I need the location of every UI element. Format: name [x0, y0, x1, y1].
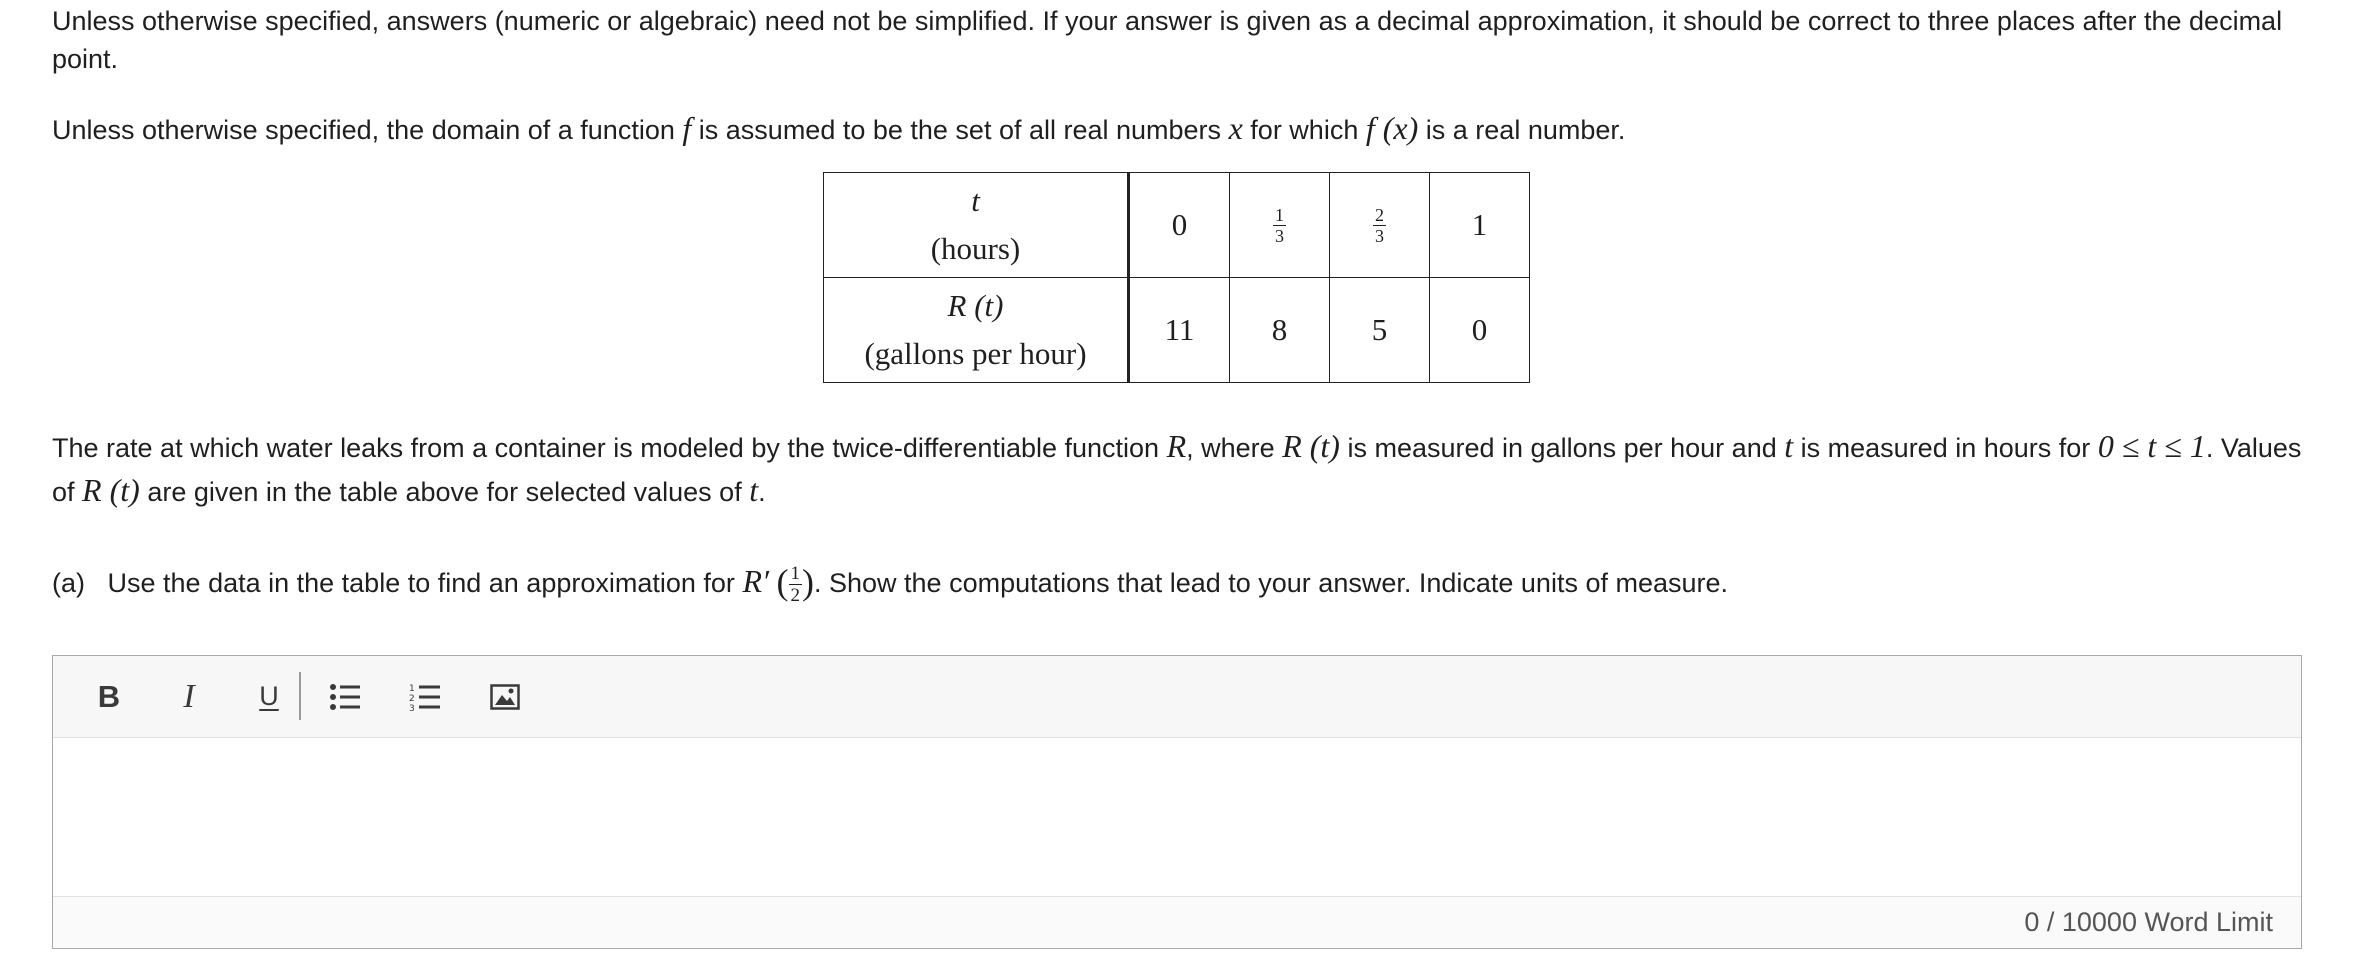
answer-textarea[interactable] — [53, 738, 2301, 898]
table-cell-r3: 0 — [1430, 278, 1530, 383]
svg-text:2: 2 — [409, 693, 415, 704]
table-header-r: R (t) (gallons per hour) — [824, 278, 1129, 383]
part-a-question: (a) Use the data in the table to find an approximation for R′ ( $\frac{1}{2}$ ). Show the computations that lead to your answer. Indicate units of measure. — [52, 562, 1729, 607]
table-header-t: t (hours) — [824, 173, 1129, 278]
table-row-r — [824, 278, 1530, 383]
insert-image-button[interactable] — [473, 656, 537, 737]
instructions-domain: Unless otherwise specified, the domain of a function f is assumed to be the set of all real numbers x for which f (x) is a real number. — [52, 110, 1626, 146]
italic-button[interactable]: I — [183, 677, 195, 715]
table-cell-t0: 0 — [1129, 173, 1230, 278]
math-half: $\frac{1}{2}$ — [790, 563, 800, 607]
bold-button[interactable]: B — [97, 678, 121, 714]
svg-text:3: 3 — [409, 703, 415, 712]
word-count: 0 / 10000 Word Limit — [2024, 907, 2273, 937]
image-icon — [490, 684, 520, 710]
numbered-list-icon — [409, 682, 441, 712]
editor-footer — [53, 896, 2301, 948]
answer-editor — [52, 655, 2302, 949]
math-fx: f (x) — [1365, 110, 1419, 146]
table-row-t — [824, 173, 1530, 278]
data-table — [823, 172, 1530, 383]
toolbar-divider — [299, 672, 301, 720]
table-cell-t2: $\frac{2}{3}$ — [1330, 173, 1430, 278]
underline-button[interactable]: U — [259, 681, 279, 711]
table-cell-r0: 11 — [1129, 278, 1230, 383]
instructions-simplify: Unless otherwise specified, answers (numeric or algebraic) need not be simplified. If your answer is given as a decimal approximation, it should be correct to three places after the decimal point. — [52, 6, 2283, 74]
bullet-list-icon — [329, 682, 361, 712]
svg-text:1: 1 — [409, 683, 415, 694]
table-cell-t3: 1 — [1430, 173, 1530, 278]
table-cell-r1: 8 — [1230, 278, 1330, 383]
table-cell-r2: 5 — [1330, 278, 1430, 383]
math-x: x — [1228, 110, 1243, 146]
table-cell-t1: $\frac{1}{3}$ — [1230, 173, 1330, 278]
math-r-prime: R′ — [742, 563, 769, 599]
numbered-list-button[interactable] — [393, 656, 457, 737]
problem-statement: The rate at which water leaks from a container is modeled by the twice-differentiable function R, where R (t) is measured in gallons per hour and t is measured in hours for 0 ≤ t ≤ 1. Values of R (t) are given in the table above for selected values of t. — [52, 428, 2302, 508]
bullet-list-button[interactable] — [313, 656, 377, 737]
editor-toolbar — [53, 656, 2301, 738]
part-a-label: (a) — [52, 568, 85, 598]
math-f: f — [682, 110, 692, 146]
